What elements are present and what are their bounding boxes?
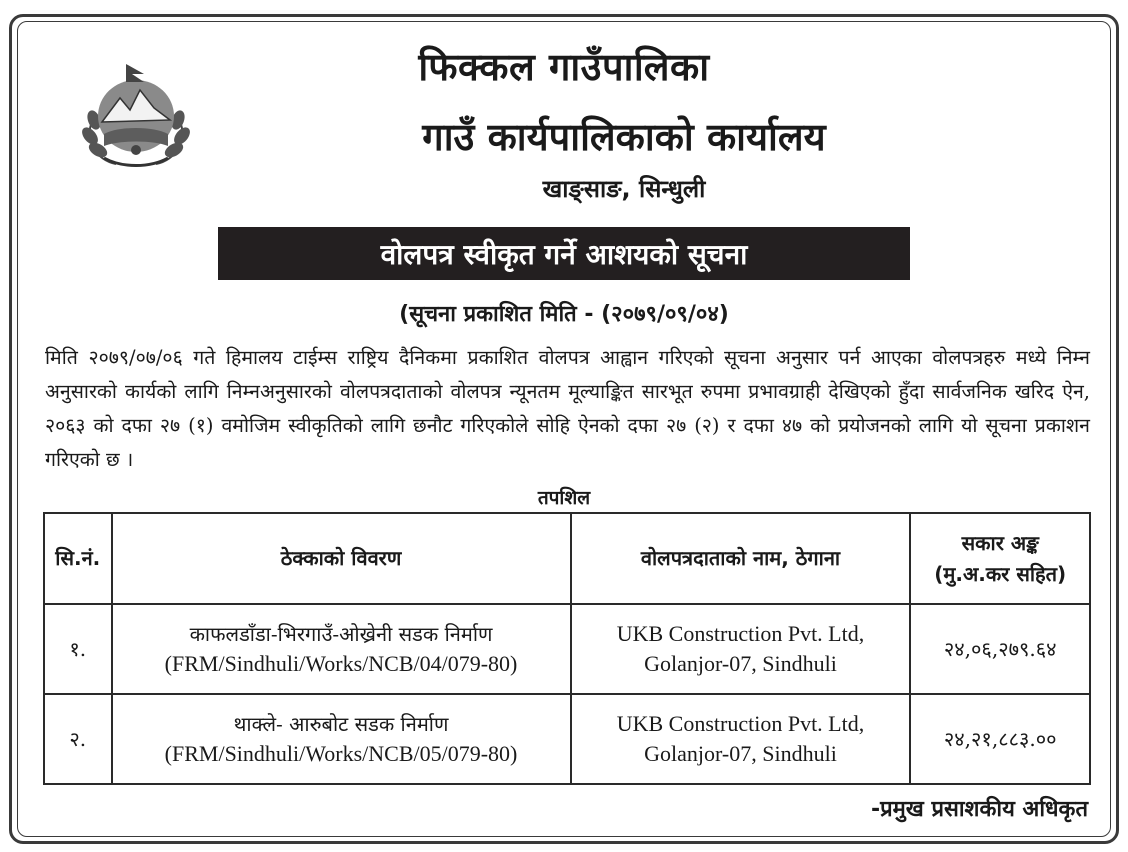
table-header-row <box>44 513 1090 604</box>
bidder-address: Golanjor-07, Sindhuli <box>644 741 837 766</box>
office-name-title: फिक्कल गाउँपालिका <box>418 45 710 89</box>
work-code: (FRM/Sindhuli/Works/NCB/04/079-80) <box>164 651 518 676</box>
row-description <box>112 694 571 784</box>
office-location: खाङ्साङ, सिन्धुली <box>542 175 706 203</box>
header-description: ठेक्काको विवरण <box>112 513 571 604</box>
office-subtitle: गाउँ कार्यपालिकाको कार्यालय <box>422 115 826 159</box>
work-code: (FRM/Sindhuli/Works/NCB/05/079-80) <box>164 741 518 766</box>
header-amount-note: (मु.अ.कर सहित) <box>934 561 1067 586</box>
notice-body: मिति २०७९/०७/०६ गते हिमालय टाईम्स राष्ट्रिय दैनिकमा प्रकाशित वोलपत्र आह्वान गरिएको सूचना अनुसार पर्न आएका वोलपत्रहरु मध्ये निम्न अनुसारको कार्यको लागि निम्नअनुसारको वोलपत्रदाताको वोलपत्र न्यूनतम मूल्याङ्कित सारभूत रुपमा प्रभावग्राही देखिएको हुँदा सार्वजनिक खरिद ऐन, २०६३ को दफा २७ (१) वमोजिम स्वीकृतिको लागि छनौट गरिएकोले सोहि ऐनको दफा २७ (२) र दफा ४७ को प्रयोजनको लागि यो सूचना प्रकाशन गरिएको छ । <box>45 346 1090 471</box>
header-bidder: वोलपत्रदाताको नाम, ठेगाना <box>571 513 911 604</box>
bidder-name: UKB Construction Pvt. Ltd, <box>616 621 865 646</box>
row-sn: १. <box>44 604 112 694</box>
details-section-label: तपशिल <box>537 487 591 509</box>
header-amount-label: सकार अङ्क <box>961 530 1039 555</box>
award-table <box>43 512 1091 785</box>
header-amount <box>910 513 1090 604</box>
publication-date: (सूचना प्रकाशित मिति - (२०७९/०९/०४) <box>399 302 729 327</box>
notice-heading-banner <box>218 227 910 280</box>
row-amount: २४,२१,८८३.०० <box>910 694 1090 784</box>
notice-heading: वोलपत्र स्वीकृत गर्ने आशयको सूचना <box>380 237 748 271</box>
row-bidder <box>571 604 911 694</box>
header-sn: सि.नं. <box>44 513 112 604</box>
work-name: काफलडाँडा-भिरगाउँ-ओख्रेनी सडक निर्माण <box>189 622 493 646</box>
table-row <box>44 694 1090 784</box>
row-bidder <box>571 694 911 784</box>
signatory-title: -प्रमुख प्रसाशकीय अधिकृत <box>871 797 1088 822</box>
bidder-address: Golanjor-07, Sindhuli <box>644 651 837 676</box>
work-name: थाक्ले- आरुबोट सडक निर्माण <box>233 712 449 736</box>
row-sn: २. <box>44 694 112 784</box>
bidder-name: UKB Construction Pvt. Ltd, <box>616 711 865 736</box>
table-row <box>44 604 1090 694</box>
row-description <box>112 604 571 694</box>
row-amount: २४,०६,२७९.६४ <box>910 604 1090 694</box>
